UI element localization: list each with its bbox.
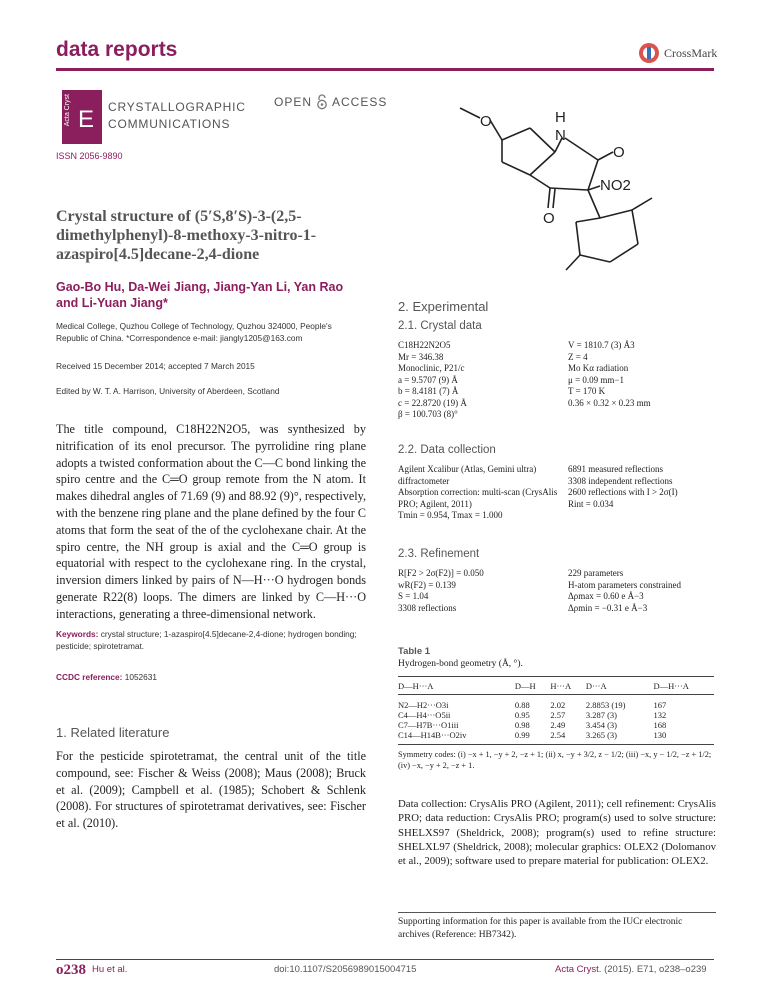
article-title: Crystal structure of (5′S,8′S)-3-(2,5-dimethylphenyl)-8-methoxy-3-nitro-1-azaspiro[4.5]decane-2,4-dione bbox=[56, 208, 317, 263]
crossmark-icon bbox=[638, 42, 660, 64]
crystal-data-right bbox=[568, 340, 728, 409]
refinement-item: H-atom parameters constrained bbox=[568, 579, 681, 590]
page-number: o238 bbox=[56, 962, 86, 978]
hydrogen-bond-table bbox=[398, 676, 714, 745]
table-cell: 0.98 bbox=[514, 720, 530, 730]
table-cell: 2.57 bbox=[550, 710, 566, 720]
table-cell: 3.287 (3) bbox=[585, 710, 617, 720]
crossmark-label: CrossMark bbox=[664, 45, 718, 60]
table-header: H···A bbox=[550, 677, 585, 695]
related-literature-heading: 1. Related literature bbox=[56, 725, 170, 740]
crystal-data-item: Monoclinic, P21/c bbox=[398, 363, 465, 373]
crystal-data-item: Mr = 346.38 bbox=[398, 351, 444, 362]
footer-doi[interactable]: doi:10.1107/S2056989015004715 bbox=[274, 964, 417, 975]
crystal-data-item: Mo Kα radiation bbox=[568, 363, 629, 373]
refinement-heading: 2.3. Refinement bbox=[398, 548, 480, 560]
collection-item: 3308 independent reflections bbox=[568, 475, 673, 486]
journal-name-line2: COMMUNICATIONS bbox=[108, 117, 231, 131]
logo-side-text: Acta Cryst bbox=[64, 94, 71, 127]
crystal-data-item: b = 8.4181 (7) Å bbox=[398, 386, 459, 396]
table-cell: 3.265 (3) bbox=[586, 730, 654, 745]
table-header: D—H bbox=[515, 677, 550, 695]
open-access-icon bbox=[315, 94, 329, 110]
refinement-item: 229 parameters bbox=[568, 568, 624, 578]
table-header: D···A bbox=[586, 677, 654, 695]
refinement-right bbox=[568, 568, 728, 614]
issn: ISSN 2056-9890 bbox=[56, 151, 123, 161]
table-title: Table 1 bbox=[398, 646, 431, 657]
crystal-data-item: a = 9.5707 (9) Å bbox=[398, 374, 458, 385]
molecule-label-o-methoxy: O bbox=[480, 113, 492, 130]
table-cell: N2—H2···O3i bbox=[398, 700, 449, 710]
crystal-data-item: 0.36 × 0.32 × 0.23 mm bbox=[568, 397, 651, 408]
open-access-word2: ACCESS bbox=[332, 95, 388, 109]
crystal-data-item: C18H22N2O5 bbox=[398, 340, 451, 350]
table-cell: C4—H4···O5ii bbox=[398, 710, 451, 720]
related-literature-text: For the pesticide spirotetramat, the central unit of the title compound, see: Fischer & Weiss (2008); Maus (2008); Bruck et al. (2009); Campbell et al. (1985); Schobert & Schlenk (2008). For structures of spirotetramat derivatives, see: Fischer et al. (2010). bbox=[56, 749, 366, 831]
collection-item: 6891 measured reflections bbox=[568, 464, 663, 474]
table-cell: 3.454 (3) bbox=[585, 720, 617, 730]
supporting-information: Supporting information for this paper is available from the IUCr electronic archives (Reference: HB7342). bbox=[398, 917, 683, 940]
abstract: The title compound, C18H22N2O5, was synthesized by nitrification of its enol precursor. The pyrrolidine ring plane adopts a twisted conformation about the C—C bond linking the spiro centre and the C═O group remote from the N atom. It makes dihedral angles of 71.69 (9) and 88.92 (9)°, respectively, with the benzene ring plane and the plane defined by the four C atoms that form the seat of the of the cyclohexane chair. At the spiro centre, the NH group is axial and the C═O group is equatorial with respect to the cyclohexane ring. In the crystal, inversion dimers linked by pairs of N—H···O hydrogen bonds generate R22(8) loops. The dimers are linked by C—H···O interactions, generating a three-dimensional network. bbox=[56, 422, 366, 621]
data-collection-heading: 2.2. Data collection bbox=[398, 444, 496, 456]
table-cell: 167 bbox=[653, 700, 667, 710]
keywords-text: crystal structure; 1-azaspiro[4.5]decane-2,4-dione; hydrogen bonding; pesticide; spirotetramat. bbox=[56, 629, 357, 651]
collection-item: Tmin = 0.954, Tmax = 1.000 bbox=[398, 510, 503, 520]
crystal-data-item: β = 100.703 (8)° bbox=[398, 409, 458, 419]
table-header-row bbox=[398, 677, 714, 695]
author-list[interactable]: Gao-Bo Hu, Da-Wei Jiang, Jiang-Yan Li, Yan Rao and Li-Yuan Jiang* bbox=[56, 280, 344, 310]
molecule-label-n: N bbox=[555, 127, 566, 144]
footer-journal: Acta Cryst. bbox=[555, 964, 602, 975]
footer-citation bbox=[555, 964, 707, 975]
collection-item: Rint = 0.034 bbox=[568, 498, 614, 509]
table-cell: 2.49 bbox=[550, 720, 566, 730]
table-cell: 168 bbox=[653, 720, 667, 730]
table-header: D—H···A bbox=[398, 677, 515, 695]
table-row bbox=[398, 695, 714, 711]
crossmark-badge[interactable] bbox=[638, 42, 717, 64]
crystal-data-heading: 2.1. Crystal data bbox=[398, 320, 482, 332]
table-cell: C7—H7B···O1iii bbox=[398, 720, 459, 730]
received-dates: Received 15 December 2014; accepted 7 March 2015 bbox=[56, 361, 255, 371]
data-collection-left bbox=[398, 464, 558, 522]
crystal-data-left bbox=[398, 340, 558, 421]
table-cell: C14—H14B···O2iv bbox=[398, 730, 515, 745]
footer-rule bbox=[56, 959, 714, 960]
table-cell: 2.02 bbox=[550, 700, 566, 710]
table-row bbox=[398, 730, 714, 745]
table-cell: 0.99 bbox=[515, 730, 550, 745]
ccdc-label: CCDC reference: bbox=[56, 672, 123, 682]
table-row bbox=[398, 720, 714, 730]
table-header: D—H···A bbox=[654, 677, 714, 695]
refinement-left bbox=[398, 568, 558, 614]
collection-item: Agilent Xcalibur (Atlas, Gemini ultra) diffractometer bbox=[398, 464, 537, 486]
crystal-data-item: V = 1810.7 (3) Å3 bbox=[568, 340, 635, 350]
table-row bbox=[398, 710, 714, 720]
table-cell: 0.95 bbox=[514, 710, 530, 720]
refinement-item: Δρmin = −0.31 e Å−3 bbox=[568, 602, 648, 613]
software-paragraph: Data collection: CrysAlis PRO (Agilent, 2011); cell refinement: CrysAlis PRO; data reduction: CrysAlis PRO; program(s) used to solve structure: SHELXS97 (Sheldrick, 2008); program(s) used to refine structure: SHELXL97 (Sheldrick, 2008); molecular graphics: OLEX2 (Dolomanov et al., 2009); software used to prepare material for publication: OLEX2. bbox=[398, 798, 716, 868]
affiliation: Medical College, Quzhou College of Technology, Quzhou 324000, People's Republic of China. *Correspondence e-mail: jiangly1205@163.com bbox=[56, 321, 332, 343]
symmetry-codes: Symmetry codes: (i) −x + 1, −y + 2, −z + 1; (ii) x, −y + 3/2, z − 1/2; (iii) −x, y − 1/2, −z + 1/2; (iv) −x, −y + 2, −z + 1. bbox=[398, 750, 712, 770]
crystal-data-item: T = 170 K bbox=[568, 386, 606, 396]
refinement-item: S = 1.04 bbox=[398, 591, 429, 601]
crystal-data-item: Z = 4 bbox=[568, 351, 588, 362]
open-access-label bbox=[274, 94, 387, 110]
keywords bbox=[56, 628, 366, 652]
footer-authors: Hu et al. bbox=[92, 964, 128, 975]
table-cell: 132 bbox=[653, 710, 667, 720]
table-cell: 2.8853 (19) bbox=[585, 700, 626, 710]
open-access-word1: OPEN bbox=[274, 95, 313, 109]
molecule-structure bbox=[440, 90, 670, 290]
ccdc-number[interactable]: 1052631 bbox=[124, 672, 158, 682]
journal-logo bbox=[62, 90, 102, 144]
experimental-heading: 2. Experimental bbox=[398, 299, 489, 314]
molecule-label-o-ketone: O bbox=[543, 210, 555, 227]
refinement-item: R[F2 > 2σ(F2)] = 0.050 bbox=[398, 568, 484, 578]
refinement-item: 3308 reflections bbox=[398, 602, 457, 613]
collection-item: 2600 reflections with I > 2σ(I) bbox=[568, 487, 678, 497]
molecule-label-o-amide: O bbox=[613, 144, 625, 161]
table-cell: 2.54 bbox=[550, 730, 585, 745]
table-cell: 0.88 bbox=[514, 700, 530, 710]
logo-letter: E bbox=[78, 106, 95, 133]
ccdc-reference bbox=[56, 671, 366, 683]
keywords-label: Keywords: bbox=[56, 629, 99, 639]
molecule-label-h: H bbox=[555, 109, 566, 126]
journal-name bbox=[108, 99, 246, 133]
crystal-data-item: c = 22.8720 (19) Å bbox=[398, 397, 467, 408]
collection-item: Absorption correction: multi-scan (CrysAlis PRO; Agilent, 2011) bbox=[398, 487, 558, 509]
table-cell: 130 bbox=[654, 730, 714, 745]
data-collection-right bbox=[568, 464, 728, 510]
section-title: data reports bbox=[56, 38, 178, 61]
crystal-data-item: μ = 0.09 mm−1 bbox=[568, 374, 624, 385]
molecule-label-no2: NO2 bbox=[600, 177, 631, 194]
footer-citation-text: (2015). E71, o238–o239 bbox=[604, 964, 707, 975]
header-rule bbox=[56, 68, 714, 71]
refinement-item: wR(F2) = 0.139 bbox=[398, 579, 456, 590]
editor-note: Edited by W. T. A. Harrison, University of Aberdeen, Scotland bbox=[56, 386, 280, 396]
journal-name-line1: CRYSTALLOGRAPHIC bbox=[108, 100, 246, 114]
refinement-item: Δρmax = 0.60 e Å−3 bbox=[568, 591, 644, 601]
table-caption: Hydrogen-bond geometry (Å, °). bbox=[398, 659, 523, 669]
supporting-rule bbox=[398, 912, 716, 913]
